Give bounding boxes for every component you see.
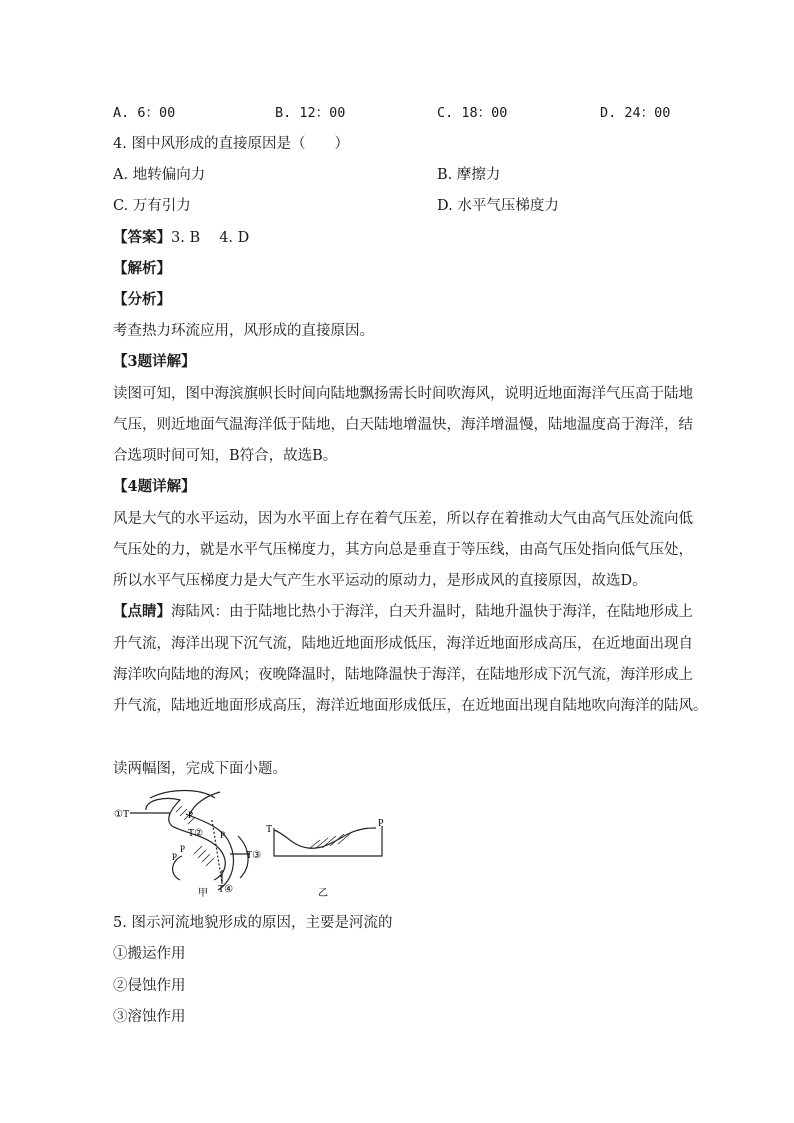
dianjing-first-line [113,602,693,622]
option-b: B. 12：00 [275,105,346,121]
fenxi-text: 考查热力环流应用，风形成的直接原因。 [113,323,374,339]
q4-option-c: C. 万有引力 [113,198,191,214]
q4-detail-label: 【4题详解】 [113,478,196,495]
answer-label: 【答案】 [113,229,171,246]
label-p-4: P [172,852,178,862]
q5-item-3: ③溶蚀作用 [113,1009,186,1025]
label-t3: T③ [246,850,262,861]
dianjing-line-2: 升气流，海洋出现下沉气流，陆地近地面形成低压，海洋近地面形成高压，在近地面出现自 [113,636,693,652]
river-bank-top-upper [150,791,215,799]
label-p-2: P [220,830,226,840]
label-p: P [378,818,384,829]
question-5-stem: 5. 图示河流地貌形成的原因，主要是河流的 [113,915,393,931]
flow-arrow-upper [190,792,220,814]
dianjing-label: 【点睛】 [113,603,171,620]
q3-detail-line-1: 读图可知，图中海滨旗帜长时间向陆地飘扬需长时间吹海风，说明近地面海洋气压高于陆地 [113,386,693,402]
q4-detail-line-1: 风是大气的水平运动，因为水平面上存在着气压差，所以存在着推动大气由高气压处流向低 [113,511,693,527]
q3-detail-line-3: 合选项时间可知，B符合，故选B。 [113,448,338,464]
label-jia: 甲 [198,888,208,899]
answer-text: 3. B 4. D [171,230,250,246]
q4-detail-line-2: 气压处的力，就是水平气压梯度力，其方向总是垂直于等压线，由高气压处指向低气压处， [113,542,693,558]
option-a: A. 6：00 [113,105,176,121]
q3-detail-label: 【3题详解】 [113,353,196,370]
q4-detail-line-3: 所以水平气压梯度力是大气产生水平运动的原动力，是形成风的直接原因，故选D。 [113,573,647,589]
label-p-1: P [188,810,194,820]
question-4-stem: 4. 图中风形成的直接原因是（ ） [113,136,349,152]
dianjing-line-4: 升气流，陆地近地面形成高压，海洋近地面形成低压，在近地面出现自陆地吹向海洋的陆风。 [113,698,708,714]
q5-item-2: ②侵蚀作用 [113,978,186,994]
q5-item-1: ①搬运作用 [113,946,186,962]
dianjing-line-3: 海洋吹向陆地的海风；夜晚降温时，陆地降温快于海洋，在陆地形成下沉气流，海洋形成上 [113,667,693,683]
q3-detail-line-2: 气压，则近地面气温海洋低于陆地，白天陆地增温快，海洋增温慢，陆地温度高于海洋，结 [113,417,693,433]
read-instruction: 读两幅图，完成下面小题。 [113,761,287,777]
label-p-3: P [180,844,186,854]
q4-option-d: D. 水平气压梯度力 [437,198,559,214]
hatch-yi [310,832,352,848]
fenxi-label: 【分析】 [113,291,171,308]
label-yi: 乙 [318,888,328,899]
label-t4: T④ [218,884,234,895]
q4-option-a: A. 地转偏向力 [113,167,206,183]
q4-option-b: B. 摩擦力 [437,167,501,183]
figure-yi [274,826,382,856]
figure-jia [130,791,250,891]
option-d: D. 24：00 [600,105,671,121]
option-c: C. 18：00 [437,105,508,121]
river-bank-right [186,814,233,890]
label-t: T [266,824,273,835]
answer-line [113,228,249,248]
river-bank-left-upper [146,798,180,826]
river-diagram [110,788,400,908]
section-frame [274,826,382,856]
analysis-label: 【解析】 [113,260,171,277]
label-t1: ①T [114,809,130,820]
label-t2: T② [188,828,204,839]
dianjing-first-text: 海陆风：由于陆地比热小于海洋，白天升温时，陆地升温快于海洋，在陆地形成上 [171,604,693,620]
